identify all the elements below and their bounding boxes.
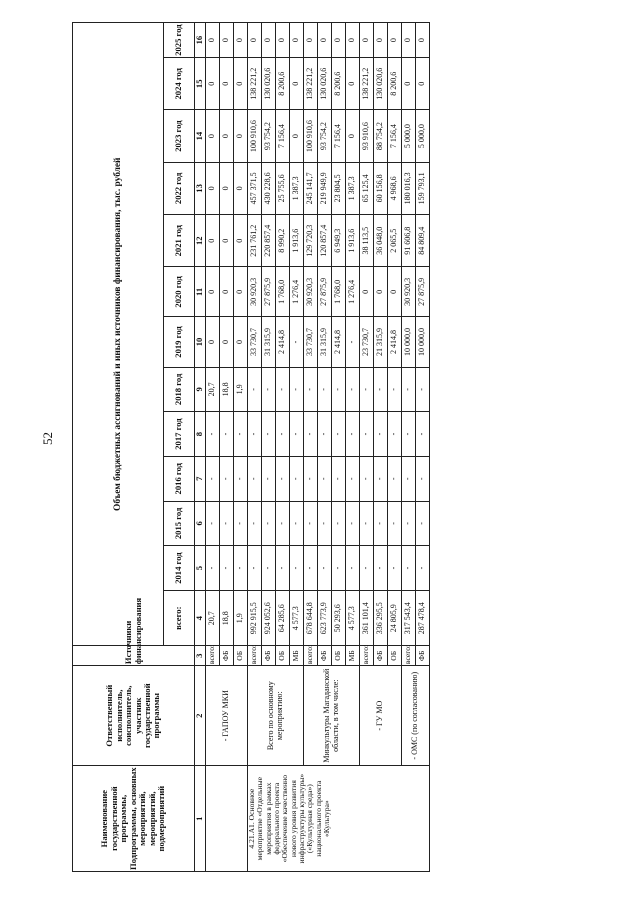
value-cell: 0: [360, 23, 374, 58]
value-cell: 0: [388, 23, 402, 58]
value-cell: -: [360, 367, 374, 412]
value-cell: 0: [220, 317, 234, 367]
value-cell: 25 755,6: [276, 162, 290, 214]
value-cell: -: [290, 501, 304, 546]
source-cell: ОБ: [276, 646, 290, 666]
value-cell: -: [220, 456, 234, 501]
value-cell: 100 910,6: [304, 110, 318, 162]
value-cell: 220 857,4: [262, 215, 276, 267]
value-cell: 0: [416, 58, 430, 110]
value-cell: 7 156,4: [332, 110, 346, 162]
value-cell: -: [374, 412, 388, 457]
value-cell: -: [318, 412, 332, 457]
column-number: 14: [195, 110, 206, 162]
value-cell: 88 754,2: [374, 110, 388, 162]
source-cell: ФБ: [374, 646, 388, 666]
value-cell: 317 543,4: [402, 590, 416, 646]
value-cell: -: [388, 456, 402, 501]
value-cell: 20,7: [206, 590, 220, 646]
value-cell: -: [248, 501, 262, 546]
year-header: 2025 год: [164, 23, 195, 58]
value-cell: 0: [360, 267, 374, 317]
value-cell: 180 016,3: [402, 162, 416, 214]
value-cell: -: [290, 367, 304, 412]
value-cell: 23 804,5: [332, 162, 346, 214]
value-cell: 430 228,6: [262, 162, 276, 214]
source-cell: ФБ: [318, 646, 332, 666]
table-row: [402, 23, 416, 872]
value-cell: 91 606,8: [402, 215, 416, 267]
value-cell: 27 875,9: [262, 267, 276, 317]
value-cell: 23 730,7: [360, 317, 374, 367]
year-header: 2015 год: [164, 501, 195, 546]
value-cell: 4 968,6: [388, 162, 402, 214]
value-cell: 0: [234, 23, 248, 58]
column-number: 1: [195, 766, 206, 872]
value-cell: 0: [262, 23, 276, 58]
column-number: 5: [195, 546, 206, 591]
value-cell: 0: [374, 23, 388, 58]
value-cell: 924 052,6: [262, 590, 276, 646]
value-cell: 31 315,9: [262, 317, 276, 367]
value-cell: 36 048,0: [374, 215, 388, 267]
value-cell: 33 730,7: [304, 317, 318, 367]
value-cell: 0: [416, 23, 430, 58]
value-cell: -: [304, 546, 318, 591]
value-cell: -: [416, 412, 430, 457]
rotated-table-page: [72, 22, 630, 872]
value-cell: -: [402, 546, 416, 591]
value-cell: -: [332, 367, 346, 412]
value-cell: 0: [234, 215, 248, 267]
value-cell: 1 768,0: [332, 267, 346, 317]
value-cell: -: [206, 546, 220, 591]
responsible-cell: - ГАПОУ МКИ: [206, 666, 248, 766]
value-cell: 4 577,3: [290, 590, 304, 646]
value-cell: 138 221,2: [360, 58, 374, 110]
column-number: 13: [195, 162, 206, 214]
value-cell: -: [220, 412, 234, 457]
value-cell: 1 913,6: [290, 215, 304, 267]
value-cell: -: [304, 412, 318, 457]
name-cell-empty: [206, 766, 248, 872]
value-cell: 992 915,5: [248, 590, 262, 646]
value-cell: 7 156,4: [276, 110, 290, 162]
value-cell: -: [332, 546, 346, 591]
value-cell: 0: [206, 23, 220, 58]
value-cell: -: [262, 501, 276, 546]
responsible-cell: - ОМС (по согласованию): [402, 666, 430, 766]
value-cell: 38 113,5: [360, 215, 374, 267]
value-cell: -: [276, 412, 290, 457]
value-cell: 0: [234, 58, 248, 110]
value-cell: -: [262, 367, 276, 412]
value-cell: -: [346, 546, 360, 591]
value-cell: 93 754,2: [262, 110, 276, 162]
value-cell: 65 125,4: [360, 162, 374, 214]
column-number: 12: [195, 215, 206, 267]
value-cell: -: [318, 367, 332, 412]
value-cell: 1 768,0: [276, 267, 290, 317]
value-cell: 120 857,4: [318, 215, 332, 267]
value-cell: 0: [346, 58, 360, 110]
source-cell: ОБ: [388, 646, 402, 666]
value-cell: 1 913,6: [346, 215, 360, 267]
year-header: 2019 год: [164, 317, 195, 367]
value-cell: 27 875,9: [318, 267, 332, 317]
value-cell: 0: [388, 267, 402, 317]
column-number: 7: [195, 456, 206, 501]
year-header: 2017 год: [164, 412, 195, 457]
value-cell: 20,7: [206, 367, 220, 412]
value-cell: -: [234, 501, 248, 546]
year-header: 2023 год: [164, 110, 195, 162]
value-cell: -: [318, 501, 332, 546]
value-cell: 0: [206, 110, 220, 162]
value-cell: 27 875,9: [416, 267, 430, 317]
value-cell: -: [276, 367, 290, 412]
value-cell: -: [290, 412, 304, 457]
value-cell: 30 920,3: [304, 267, 318, 317]
value-cell: 64 285,6: [276, 590, 290, 646]
value-cell: -: [360, 456, 374, 501]
value-cell: 5 000,0: [416, 110, 430, 162]
value-cell: 0: [318, 23, 332, 58]
value-cell: 0: [220, 215, 234, 267]
value-cell: -: [290, 546, 304, 591]
column-number: 8: [195, 412, 206, 457]
year-header: 2014 год: [164, 546, 195, 591]
value-cell: 138 221,2: [248, 58, 262, 110]
value-cell: -: [304, 456, 318, 501]
value-cell: -: [360, 546, 374, 591]
value-cell: 6 949,3: [332, 215, 346, 267]
value-cell: 2 414,8: [276, 317, 290, 367]
col-name-header: Наименование государственной программы, Подпрограммы, основных мероприятий, мероприятий, подмероприятий: [73, 766, 195, 872]
column-number: 3: [195, 646, 206, 666]
value-cell: 2 414,8: [332, 317, 346, 367]
value-cell: -: [332, 501, 346, 546]
value-cell: -: [402, 367, 416, 412]
source-cell: ФБ: [416, 646, 430, 666]
value-cell: 0: [220, 58, 234, 110]
value-cell: -: [416, 367, 430, 412]
value-cell: 0: [290, 110, 304, 162]
value-cell: -: [388, 501, 402, 546]
value-cell: -: [346, 501, 360, 546]
value-cell: -: [206, 501, 220, 546]
value-cell: 0: [220, 110, 234, 162]
column-number: 9: [195, 367, 206, 412]
value-cell: -: [416, 501, 430, 546]
value-cell: 0: [234, 267, 248, 317]
value-cell: -: [262, 412, 276, 457]
value-cell: 130 020,6: [374, 58, 388, 110]
value-cell: 31 315,9: [318, 317, 332, 367]
value-cell: 18,8: [220, 590, 234, 646]
value-cell: 1,9: [234, 367, 248, 412]
value-cell: 33 730,7: [248, 317, 262, 367]
value-cell: -: [402, 501, 416, 546]
value-cell: 0: [234, 317, 248, 367]
responsible-cell: Минкультуры Магаданской области, в том числе:: [304, 666, 360, 766]
value-cell: 0: [234, 162, 248, 214]
value-cell: 0: [206, 267, 220, 317]
value-cell: 0: [346, 110, 360, 162]
value-cell: 287 478,4: [416, 590, 430, 646]
value-cell: -: [304, 501, 318, 546]
value-cell: 129 720,3: [304, 215, 318, 267]
value-cell: 0: [402, 58, 416, 110]
value-cell: 2 065,5: [388, 215, 402, 267]
value-cell: -: [332, 412, 346, 457]
value-cell: 1,9: [234, 590, 248, 646]
value-cell: -: [234, 456, 248, 501]
responsible-cell: Всего по основному мероприятию:: [248, 666, 304, 766]
source-cell: ФБ: [220, 646, 234, 666]
value-cell: 457 371,5: [248, 162, 262, 214]
source-cell: всего:: [304, 646, 318, 666]
value-cell: 1 387,3: [290, 162, 304, 214]
value-cell: 130 020,6: [318, 58, 332, 110]
value-cell: 10 000,0: [402, 317, 416, 367]
value-cell: 0: [206, 317, 220, 367]
value-cell: -: [346, 367, 360, 412]
value-cell: -: [220, 501, 234, 546]
value-cell: -: [276, 456, 290, 501]
value-cell: -: [248, 412, 262, 457]
value-cell: -: [360, 501, 374, 546]
value-cell: 30 920,3: [402, 267, 416, 317]
value-cell: -: [388, 367, 402, 412]
value-cell: 245 141,7: [304, 162, 318, 214]
column-number: 6: [195, 501, 206, 546]
value-cell: -: [248, 456, 262, 501]
source-cell: ФБ: [262, 646, 276, 666]
total-header: всего:: [164, 590, 195, 646]
value-cell: 0: [402, 23, 416, 58]
value-cell: 50 293,6: [332, 590, 346, 646]
value-cell: -: [206, 456, 220, 501]
value-cell: 336 295,5: [374, 590, 388, 646]
source-cell: всего:: [206, 646, 220, 666]
value-cell: 5 000,0: [402, 110, 416, 162]
value-cell: 8 990,2: [276, 215, 290, 267]
value-cell: 219 949,9: [318, 162, 332, 214]
value-cell: 623 773,9: [318, 590, 332, 646]
value-cell: 84 809,4: [416, 215, 430, 267]
value-cell: -: [290, 317, 304, 367]
source-cell: всего:: [360, 646, 374, 666]
table-row: [206, 23, 220, 872]
value-cell: -: [304, 367, 318, 412]
funding-table: [72, 22, 430, 872]
value-cell: 0: [346, 23, 360, 58]
value-cell: 2 414,8: [388, 317, 402, 367]
value-cell: -: [248, 546, 262, 591]
value-cell: -: [262, 456, 276, 501]
value-cell: 8 200,6: [388, 58, 402, 110]
value-cell: -: [332, 456, 346, 501]
value-cell: 0: [206, 162, 220, 214]
value-cell: 231 761,2: [248, 215, 262, 267]
table-row: [360, 23, 374, 872]
value-cell: 30 920,3: [248, 267, 262, 317]
value-cell: 93 910,6: [360, 110, 374, 162]
value-cell: 0: [206, 215, 220, 267]
value-cell: -: [416, 546, 430, 591]
value-cell: -: [388, 412, 402, 457]
value-cell: 0: [220, 23, 234, 58]
value-cell: 0: [234, 110, 248, 162]
value-cell: 0: [248, 23, 262, 58]
value-cell: -: [234, 546, 248, 591]
value-cell: 0: [220, 162, 234, 214]
source-cell: всего:: [402, 646, 416, 666]
value-cell: 0: [220, 267, 234, 317]
value-cell: -: [346, 412, 360, 457]
value-cell: -: [402, 412, 416, 457]
year-header: 2021 год: [164, 215, 195, 267]
column-number: 11: [195, 267, 206, 317]
value-cell: -: [206, 412, 220, 457]
value-cell: 159 793,1: [416, 162, 430, 214]
column-number: 2: [195, 666, 206, 766]
value-cell: -: [248, 367, 262, 412]
value-cell: -: [360, 412, 374, 457]
column-number: 10: [195, 317, 206, 367]
value-cell: -: [318, 546, 332, 591]
year-header: 2016 год: [164, 456, 195, 501]
source-cell: всего:: [248, 646, 262, 666]
value-cell: -: [388, 546, 402, 591]
year-header: 2020 год: [164, 267, 195, 317]
table-row: [304, 23, 318, 872]
source-cell: МБ: [290, 646, 304, 666]
value-cell: -: [346, 456, 360, 501]
value-cell: 1 387,3: [346, 162, 360, 214]
value-cell: 93 754,2: [318, 110, 332, 162]
value-cell: -: [374, 501, 388, 546]
col-responsible-header: Ответственный исполнитель, соисполнитель, участник государственной программы: [73, 666, 195, 766]
col-source-header: Источники финансирования: [73, 646, 195, 666]
value-cell: 0: [276, 23, 290, 58]
year-header: 2022 год: [164, 162, 195, 214]
value-cell: 0: [304, 23, 318, 58]
value-cell: -: [276, 546, 290, 591]
column-number: 15: [195, 58, 206, 110]
value-cell: 24 805,9: [388, 590, 402, 646]
value-cell: -: [234, 412, 248, 457]
value-cell: 0: [290, 23, 304, 58]
main-activity-name: 4.21.A1. Основное мероприятие «Отдельные мероприятия в рамках федерального проекта «Обеспечение качественно нового уровня развития инфраструктуры культуры» («Культурная среда») национального проекта «Культура»: [248, 766, 430, 872]
source-cell: МБ: [346, 646, 360, 666]
value-cell: 10 000,0: [416, 317, 430, 367]
value-cell: 1 276,4: [290, 267, 304, 317]
value-cell: 8 200,6: [276, 58, 290, 110]
value-cell: 21 315,9: [374, 317, 388, 367]
source-cell: ОБ: [234, 646, 248, 666]
table-row: [248, 23, 262, 872]
source-cell: ОБ: [332, 646, 346, 666]
value-cell: 678 644,8: [304, 590, 318, 646]
value-cell: -: [374, 456, 388, 501]
value-cell: 18,8: [220, 367, 234, 412]
value-cell: 0: [374, 267, 388, 317]
column-number: 16: [195, 23, 206, 58]
value-cell: -: [318, 456, 332, 501]
value-cell: 100 910,6: [248, 110, 262, 162]
funding-header: Объем бюджетных ассигнований и иных источников финансирования, тыс. рублей: [73, 23, 164, 646]
value-cell: 0: [290, 58, 304, 110]
value-cell: -: [346, 317, 360, 367]
value-cell: -: [262, 546, 276, 591]
value-cell: 0: [332, 23, 346, 58]
year-header: 2018 год: [164, 367, 195, 412]
value-cell: 361 101,4: [360, 590, 374, 646]
value-cell: -: [402, 456, 416, 501]
value-cell: 130 020,6: [262, 58, 276, 110]
value-cell: 7 156,4: [388, 110, 402, 162]
column-number: 4: [195, 590, 206, 646]
responsible-cell: - ГУ МО: [360, 666, 402, 766]
value-cell: -: [416, 456, 430, 501]
value-cell: 4 577,3: [346, 590, 360, 646]
page-number: 52: [40, 432, 55, 445]
value-cell: 0: [206, 58, 220, 110]
value-cell: 60 156,8: [374, 162, 388, 214]
value-cell: 8 200,6: [332, 58, 346, 110]
year-header: 2024 год: [164, 58, 195, 110]
value-cell: -: [276, 501, 290, 546]
value-cell: 138 221,2: [304, 58, 318, 110]
value-cell: 1 276,4: [346, 267, 360, 317]
value-cell: -: [374, 367, 388, 412]
value-cell: -: [220, 546, 234, 591]
value-cell: -: [290, 456, 304, 501]
value-cell: -: [374, 546, 388, 591]
